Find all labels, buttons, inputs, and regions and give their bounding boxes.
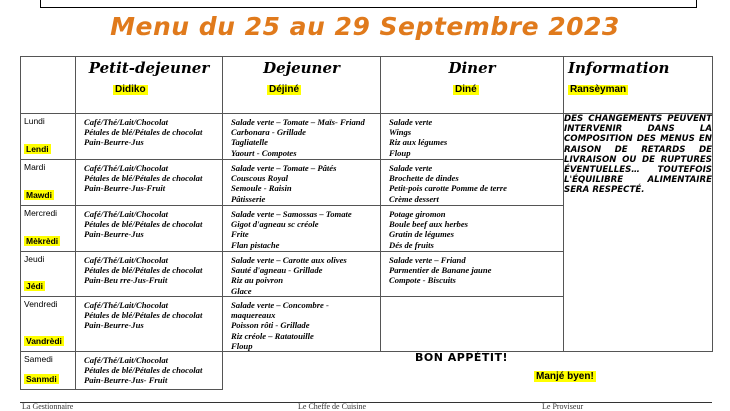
meal-item: Salade verte: [389, 163, 433, 173]
day-creole: Vandrèdi: [26, 335, 62, 346]
day-cell: [21, 206, 76, 252]
day-name: Samedi: [24, 354, 53, 365]
meal-item: Wings: [389, 127, 412, 138]
meal-item: Café/Thé/Lait/Chocolat: [84, 355, 169, 366]
meal-item: Pain-Beurre-Jus: [84, 137, 144, 148]
meal-item: maquereaux: [231, 310, 276, 321]
meal-item: Crème dessert: [389, 193, 439, 204]
meal-item: Pain-Beurre-Jus: [84, 229, 144, 240]
meal-item: Tagliatelle: [231, 137, 268, 148]
day-name: Jeudi: [24, 254, 45, 264]
meal-item: Floup: [389, 147, 411, 158]
day-name: Vendredi: [24, 299, 58, 309]
menu-table: [20, 56, 713, 390]
meal-cell-dejeuner: [223, 252, 381, 297]
meal-item: Café/Thé/Lait/Chocolat: [84, 209, 169, 219]
day-cell: [21, 160, 76, 206]
day-name: Mercredi: [24, 208, 58, 218]
meal-item: Riz au poivron: [231, 275, 284, 286]
meal-item: Gigot d'agneau sc créole: [231, 219, 319, 230]
meal-item: Café/Thé/Lait/Chocolat: [84, 300, 169, 310]
meal-cell-petit: [76, 206, 223, 252]
col-sub-diner: Diné: [455, 84, 477, 95]
meal-item: Semoule - Raisin: [231, 183, 292, 194]
meal-cell-petit: [76, 352, 223, 390]
meal-item: Café/Thé/Lait/Chocolat: [84, 163, 169, 173]
col-petit-dejeuner: [76, 57, 223, 114]
header-row: [21, 57, 713, 114]
day-row: [21, 352, 713, 390]
meal-cell-petit: [76, 160, 223, 206]
meal-item: Riz aux légumes: [389, 137, 448, 148]
meal-item: Pain-Beurre-Jus: [84, 320, 144, 331]
meal-item: Petit-pois carotte Pomme de terre: [389, 183, 507, 194]
meal-item: Pétales de blé/Pétales de chocolat: [84, 365, 203, 376]
meal-item: Pétales de blé/Pétales de chocolat: [84, 265, 203, 276]
col-title-diner: Diner: [448, 59, 496, 77]
meal-item: Salade verte – Friand: [389, 255, 466, 265]
day-cell: [21, 252, 76, 297]
meal-item: Salade verte – Tomate – Maïs- Friand: [231, 117, 365, 127]
bon-appetit: BON APPÉTIT!: [415, 351, 509, 364]
meal-cell-dejeuner: [223, 297, 381, 352]
meal-item: Compote - Biscuits: [389, 275, 456, 286]
meal-item: Poisson rôti - Grillade: [231, 320, 310, 331]
meal-item: Frite: [231, 229, 249, 240]
day-row: [21, 114, 713, 160]
day-creole: Lendi: [26, 143, 49, 154]
day-cell: [21, 352, 76, 390]
meal-item: Potage giromon: [389, 209, 446, 219]
meal-item: Salade verte – Concombre -: [231, 300, 329, 310]
meal-item: Salade verte – Tomate – Pâtés: [231, 163, 337, 173]
meal-item: Salade verte: [389, 117, 433, 127]
day-creole: Jédi: [26, 280, 44, 291]
meal-cell-diner: [381, 252, 564, 297]
page-title: Menu du 25 au 29 Septembre 2023: [110, 12, 620, 41]
meal-cell-petit: [76, 252, 223, 297]
manje-byen: Manjé byen!: [536, 371, 594, 382]
meal-item: Pétales de blé/Pétales de chocolat: [84, 219, 203, 230]
meal-cell-dejeuner: [223, 160, 381, 206]
meal-item: Pétales de blé/Pétales de chocolat: [84, 127, 203, 138]
meal-item: Gratin de légumes: [389, 229, 454, 240]
meal-cell-diner: [381, 297, 564, 352]
day-cell: [21, 114, 76, 160]
meal-item: Pain-Beu rre-Jus-Fruit: [84, 275, 168, 286]
col-title-info: Information: [568, 59, 670, 77]
meal-item: Brochette de dindes: [389, 173, 459, 184]
meal-item: Boule beef aux herbes: [389, 219, 469, 230]
meal-item: Pétales de blé/Pétales de chocolat: [84, 173, 203, 184]
meal-item: Salade verte – Samossas – Tomate: [231, 209, 352, 219]
meal-cell-diner: [381, 206, 564, 252]
meal-item: Carbonara - Grillade: [231, 127, 306, 138]
meal-cell-dejeuner: [223, 352, 381, 390]
meal-item: Pétales de blé/Pétales de chocolat: [84, 310, 203, 321]
day-name: Mardi: [24, 162, 46, 172]
col-information: [564, 57, 713, 114]
col-title-petit: Petit-dejeuner: [88, 59, 210, 77]
meal-item: Pâtisserie: [231, 193, 266, 204]
meal-item: Salade verte – Carotte aux olives: [231, 255, 347, 265]
meal-item: Glace: [231, 285, 252, 296]
information-notice: DES CHANGEMENTS PEUVENT INTERVENIR DANS LA COMPOSITION DES MENUS EN RAISON DE RETARDS DE LIVRAISON OU DE RUPTURES ÉVENTUELLES… TOUTEFOIS L'ÉQUILIBRE ALIMENTAIRE SERA RESPECTÉ.: [564, 114, 713, 352]
day-cell: [21, 297, 76, 352]
meal-cell-dejeuner: [223, 206, 381, 252]
col-sub-petit: Didiko: [115, 84, 146, 95]
footer-gestionnaire: La Gestionnaire: [22, 402, 74, 411]
meal-item: Sauté d'agneau - Grillade: [231, 265, 323, 276]
meal-item: Couscous Royal: [231, 173, 289, 184]
col-diner: [381, 57, 564, 114]
meal-item: Riz créole – Ratatouille: [231, 330, 314, 341]
footer-proviseur: Le Proviseur: [542, 402, 584, 411]
meal-item: Yaourt - Compotes: [231, 147, 297, 158]
meal-item: Pain-Beurre-Jus-Fruit: [84, 183, 166, 194]
day-creole: Mawdi: [26, 189, 52, 200]
meal-item: Café/Thé/Lait/Chocolat: [84, 255, 169, 265]
meal-cell-diner: [381, 114, 564, 160]
col-dejeuner: [223, 57, 381, 114]
day-creole: Mèkrèdi: [26, 235, 59, 246]
meal-item: Pain-Beurre-Jus- Fruit: [84, 375, 168, 386]
meal-item: Café/Thé/Lait/Chocolat: [84, 117, 169, 127]
day-creole: Sanmdi: [26, 373, 57, 384]
col-title-dejeuner: Dejeuner: [263, 59, 340, 77]
corner-cell: [21, 57, 76, 114]
day-name: Lundi: [24, 116, 45, 126]
header-frame: [40, 0, 697, 8]
col-sub-info: Ransèyman: [570, 84, 627, 95]
meal-item: Flan pistache: [231, 239, 280, 250]
meal-cell-petit: [76, 297, 223, 352]
meal-item: Dés de fruits: [389, 239, 434, 250]
meal-item: Floup: [231, 340, 253, 351]
meal-cell-dejeuner: [223, 114, 381, 160]
col-sub-dejeuner: Déjiné: [269, 84, 300, 95]
footer-cheffe: Le Cheffe de Cuisine: [298, 402, 367, 411]
meal-cell-diner: [381, 160, 564, 206]
meal-cell-petit: [76, 114, 223, 160]
meal-item: Parmentier de Banane jaune: [389, 265, 492, 276]
